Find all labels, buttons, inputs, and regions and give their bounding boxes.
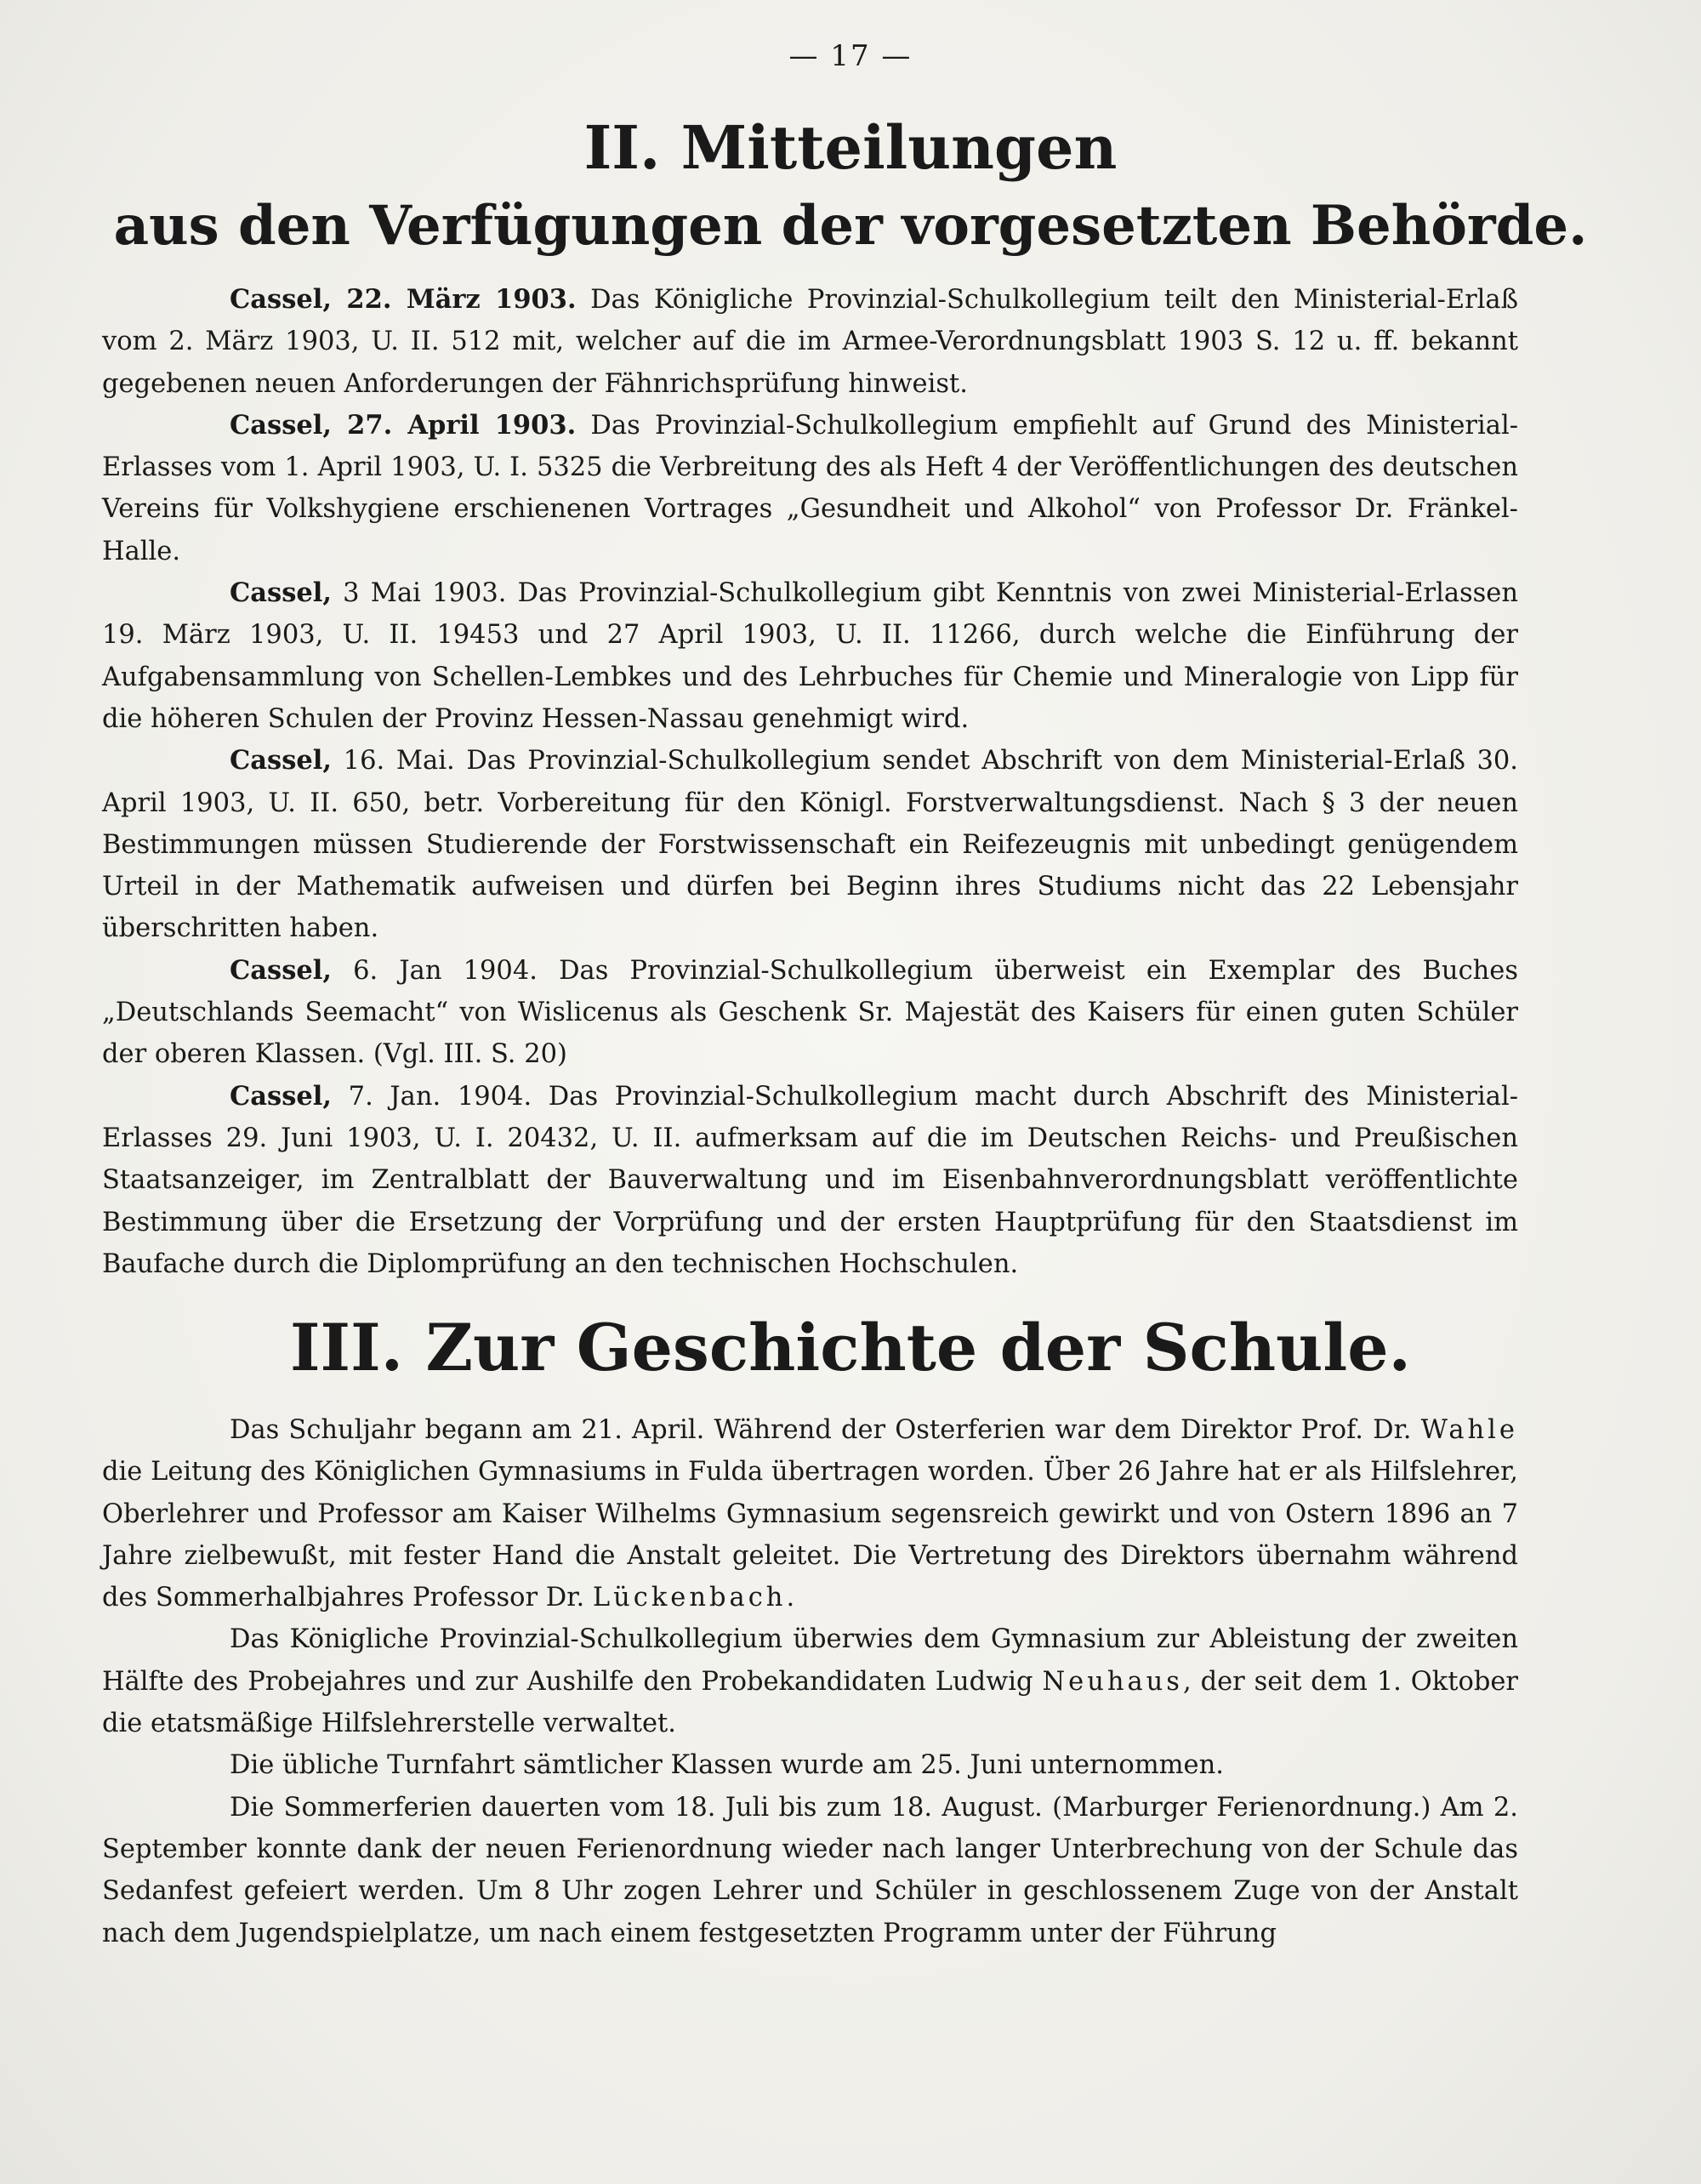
decree-entry <box>102 740 1518 949</box>
section-2-title: II. Mitteilungen <box>583 112 1118 183</box>
decree-entry <box>102 279 1518 405</box>
paragraph-text: die Leitung des Königlichen Gymnasiums in Fulda übertragen worden. Über 26 Jahre hat er als Hilfslehrer, Oberlehrer und Professor am Kaiser Wilhelms Gymnasium segensreich gewirkt und von Ostern 1896 an 7 Jahre zielbewußt, mit fester Hand die Anstalt geleitet. Die Vertretung des Direktors übernahm während des Sommerhalbjahres Professor Dr. <box>102 1457 1518 1613</box>
decree-entry <box>102 950 1518 1076</box>
decree-text: 16. Mai. Das Provinzial-Schulkollegium sendet Abschrift von dem Ministerial-Erlaß 30. April 1903, U. II. 650, betr. Vorbereitung für den Königl. Forstverwaltungsdienst. Nach § 3 der neuen Bestimmungen müssen Studierende der Forstwissenschaft ein Reifezeugnis mit unbedingt genügendem Urteil in der Mathematik aufweisen und dürfen bei Beginn ihres Studiums nicht das 22 Lebensjahr überschritten haben. <box>102 746 1518 944</box>
section-3-body <box>102 1409 1518 1954</box>
history-paragraph <box>102 1618 1518 1744</box>
history-paragraph: Die übliche Turnfahrt sämtlicher Klassen wurde am 25. Juni unternommen. <box>230 1750 1224 1781</box>
decree-date: Cassel, <box>230 745 332 776</box>
decree-entry <box>102 572 1518 740</box>
decree-text: 3 Mai 1903. Das Provinzial-Schulkollegium gibt Kenntnis von zwei Ministerial-Erlassen 19. März 1903, U. II. 19453 und 27 April 1903, U. II. 11266, durch welche die Einführung der Aufgabensammlung von Schellen-Lembkes und des Lehrbuches für Chemie und Mineralogie von Lipp für die höheren Schulen der Provinz Hessen-Nassau genehmigt wird. <box>102 578 1518 734</box>
paragraph-text: Das Königliche Provinzial-Schulkollegium überwies dem Gymnasium zur Ableistung der zweiten Hälfte des Probejahres und zur Aushilfe den Probekandidaten Ludwig <box>102 1624 1518 1697</box>
decree-date: Cassel, 27. April 1903. <box>230 409 577 441</box>
history-paragraph <box>102 1409 1518 1618</box>
decree-date: Cassel, 22. März 1903. <box>230 284 577 315</box>
section-2-body <box>102 279 1518 1285</box>
decree-date: Cassel, <box>230 1080 332 1112</box>
decree-entry <box>102 1076 1518 1285</box>
history-paragraph: Die Sommerferien dauerten vom 18. Juli bis zum 18. August. (Marburger Ferienordnung.) Am 2. September konnte dank der neuen Ferienordnung wieder nach langer Unterbrechung von der Schule das Sedanfest gefeiert werden. Um 8 Uhr zogen Lehrer und Schüler in geschlossenem Zuge von der Anstalt nach dem Jugendspielplatze, um nach einem festgesetzten Programm unter der Führung <box>102 1792 1518 1948</box>
paragraph-text: . <box>786 1583 795 1613</box>
person-name: Wahle <box>1420 1415 1518 1445</box>
decree-date: Cassel, <box>230 954 332 986</box>
decree-date: Cassel, <box>230 577 332 609</box>
paragraph-text: , der seit dem 1. Oktober die etatsmäßige Hilfslehrerstelle verwaltet. <box>102 1666 1518 1739</box>
section-3-title: III. Zur Geschichte der Schule. <box>289 1310 1412 1385</box>
page-number: — 17 — <box>788 39 913 73</box>
decree-text: Das Königliche Provinzial-Schulkollegium teilt den Ministerial-Erlaß vom 2. März 1903, U. II. 512 mit, welcher auf die im Armee-Verordnungsblatt 1903 S. 12 u. ff. bekannt gegebenen neuen Anforderungen der Fähnrichsprüfung hinweist. <box>102 285 1518 399</box>
person-name: Lückenbach <box>592 1583 787 1613</box>
decree-entry <box>102 405 1518 572</box>
section-2-subtitle: aus den Verfügungen der vorgesetzten Behörde. <box>113 194 1588 258</box>
paragraph-text: Das Schuljahr begann am 21. April. Während der Osterferien war dem Direktor Prof. Dr. <box>230 1415 1421 1445</box>
person-name: Neuhaus <box>1042 1666 1183 1697</box>
decree-text: Das Provinzial-Schulkollegium empfiehlt auf Grund des Ministerial-Erlasses vom 1. April 1903, U. I. 5325 die Verbreitung des als Heft 4 der Veröffentlichungen des deutschen Vereins für Volkshygiene erschienenen Vortrages „Gesundheit und Alkohol“ von Professor Dr. Fränkel-Halle. <box>102 410 1519 566</box>
decree-text: 7. Jan. 1904. Das Provinzial-Schulkollegium macht durch Abschrift des Ministerial-Erlasses 29. Juni 1903, U. I. 20432, U. II. aufmerksam auf die im Deutschen Reichs- und Preußischen Staatsanzeiger, im Zentralblatt der Bauverwaltung und im Eisenbahnverordnungsblatt veröffentlichte Bestimmung über die Ersetzung der Vorprüfung und der ersten Hauptprüfung für den Staatsdienst im Baufache durch die Diplomprüfung an den technischen Hochschulen. <box>102 1081 1518 1279</box>
decree-text: 6. Jan 1904. Das Provinzial-Schulkollegium überweist ein Exemplar des Buches „Deutschlands Seemacht“ von Wislicenus als Geschenk Sr. Majestät des Kaisers für einen guten Schüler der oberen Klassen. (Vgl. III. S. 20) <box>102 955 1518 1070</box>
